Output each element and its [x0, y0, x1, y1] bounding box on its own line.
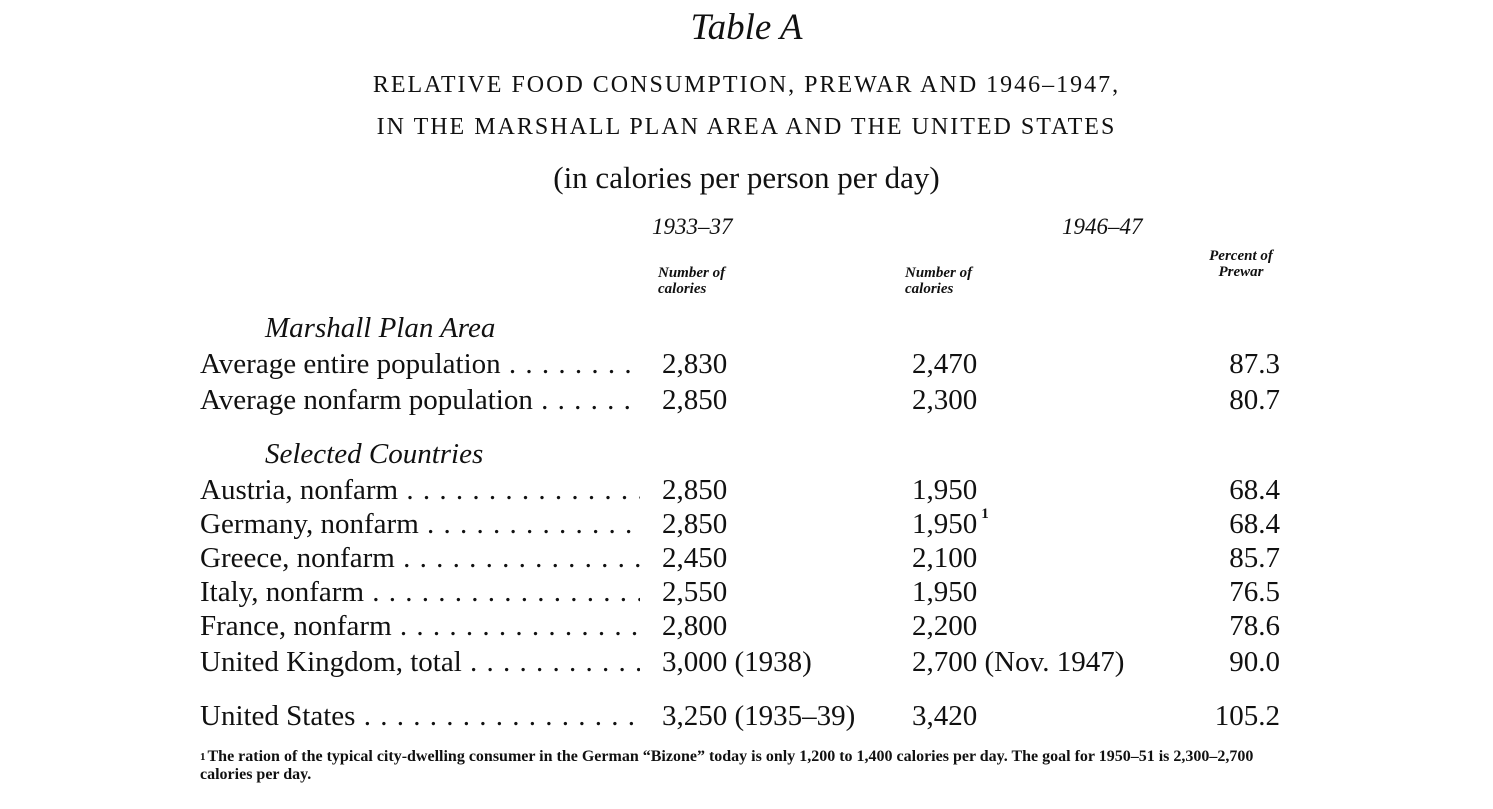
percent-prewar-value: 105.2 [1214, 700, 1280, 732]
current-calories-value: 1,950 [912, 508, 978, 540]
table-heading-line-1: RELATIVE FOOD CONSUMPTION, PREWAR AND 1946–1947, [372, 72, 1121, 98]
percent-prewar-value: 87.3 [1229, 348, 1280, 380]
percent-prewar-value: 68.4 [1229, 474, 1280, 506]
row-label: Average nonfarm population . . . [200, 384, 640, 417]
table-row [200, 610, 1290, 646]
percent-prewar-value: 78.6 [1229, 610, 1280, 642]
row-label: Austria, nonfarm . . . [200, 474, 640, 507]
current-calories-value: 2,200 [912, 610, 978, 642]
current-calories-value: 2,470 [912, 348, 978, 380]
row-label: United Kingdom, total . . . [200, 646, 640, 679]
prewar-calories-value: 2,800 [662, 610, 728, 642]
current-calories-value: 2,100 [912, 542, 978, 574]
table-row [200, 576, 1290, 612]
period-current: 1946–47 [1062, 214, 1143, 239]
current-calories-value: 2,700 (Nov. 1947) [912, 646, 1125, 678]
table-row [200, 384, 1290, 420]
section-title-marshall-plan-area: Marshall Plan Area [265, 312, 496, 344]
footnote-reference: 1 [981, 506, 989, 522]
table-title: Table A [690, 7, 803, 48]
current-calories-value-with-footnote [912, 508, 989, 541]
prewar-calories-value: 3,000 (1938) [662, 646, 812, 678]
table-heading-line-2: IN THE MARSHALL PLAN AREA AND THE UNITED STATES [376, 114, 1117, 140]
row-label: France, nonfarm . . . [200, 610, 640, 643]
percent-prewar-value: 80.7 [1229, 384, 1280, 416]
table-row [200, 542, 1290, 578]
row-label: Germany, nonfarm . . . [200, 508, 640, 541]
prewar-calories-value: 2,450 [662, 542, 728, 574]
unit-note: (in calories per person per day) [553, 160, 940, 195]
table-row [200, 348, 1290, 384]
percent-prewar-value: 90.0 [1229, 646, 1280, 678]
table-row [200, 508, 1290, 544]
period-prewar: 1933–37 [652, 214, 733, 239]
column-header-current-calories: Number of calories [905, 265, 973, 297]
footnote-mark: 1 [200, 751, 206, 763]
section-title-selected-countries: Selected Countries [265, 438, 484, 470]
footnote [200, 748, 1285, 784]
current-calories-value: 3,420 [912, 700, 978, 732]
percent-prewar-value: 76.5 [1229, 576, 1280, 608]
row-label: Greece, nonfarm . . . [200, 542, 640, 575]
prewar-calories-value: 2,850 [662, 508, 728, 540]
row-label: United States . . . [200, 700, 640, 733]
percent-prewar-value: 85.7 [1229, 542, 1280, 574]
prewar-calories-value: 2,830 [662, 348, 728, 380]
table-row [200, 474, 1290, 510]
prewar-calories-value: 3,250 (1935–39) [662, 700, 856, 732]
table-row-united-states [200, 700, 1290, 736]
prewar-calories-value: 2,850 [662, 474, 728, 506]
current-calories-value: 1,950 [912, 576, 978, 608]
footnote-text: The ration of the typical city-dwelling consumer in the German “Bizone” today is only 1,200 to 1,400 calories per day. The goal for 1950–51 is 2,300–2,700 calories per day. [200, 748, 1254, 783]
table-row [200, 646, 1290, 682]
column-header-percent-prewar: Percent of Prewar [1209, 248, 1273, 280]
prewar-calories-value: 2,850 [662, 384, 728, 416]
percent-prewar-value: 68.4 [1229, 508, 1280, 540]
column-header-prewar-calories: Number of calories [658, 265, 726, 297]
row-label: Italy, nonfarm . . . [200, 576, 640, 609]
current-calories-value: 1,950 [912, 474, 978, 506]
row-label: Average entire population . . . [200, 348, 640, 381]
current-calories-value: 2,300 [912, 384, 978, 416]
prewar-calories-value: 2,550 [662, 576, 728, 608]
